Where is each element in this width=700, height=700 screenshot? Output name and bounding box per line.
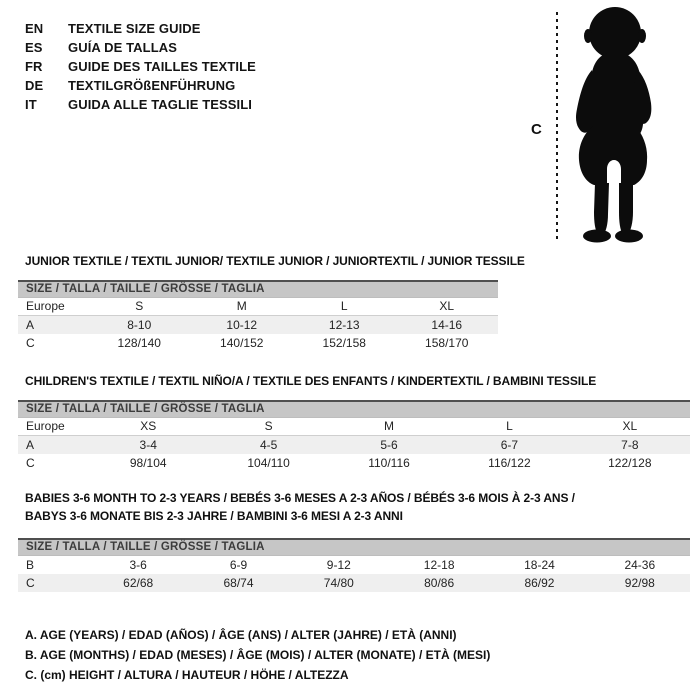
table-cell: L bbox=[506, 419, 513, 433]
language-row bbox=[25, 95, 256, 114]
table-cell: 3-6 bbox=[129, 558, 147, 572]
table-cell: 110/116 bbox=[368, 456, 410, 470]
table-cell: 9-12 bbox=[326, 558, 351, 572]
table-cell: 140/152 bbox=[220, 336, 264, 350]
table-cell: 12-13 bbox=[328, 318, 360, 332]
toddler-silhouette-shape bbox=[576, 7, 651, 243]
language-label: TEXTILGRÖßENFÜHRUNG bbox=[68, 78, 236, 93]
section-title-line: BABYS 3-6 MONATE BIS 2-3 JAHRE / BAMBINI 3-6 MESI A 2-3 ANNI bbox=[25, 509, 403, 523]
table-cell: S bbox=[264, 419, 273, 433]
table-cell: M bbox=[384, 419, 395, 433]
table-cell: 12-18 bbox=[423, 558, 455, 572]
table-row bbox=[18, 454, 690, 472]
table-row bbox=[18, 316, 498, 334]
table-cell: S bbox=[135, 299, 144, 313]
row-label: C bbox=[26, 456, 35, 470]
size-header-bar: SIZE / TALLA / TAILLE / GRÖSSE / TAGLIA bbox=[18, 538, 690, 556]
row-label: Europe bbox=[26, 419, 65, 433]
table-cell: XL bbox=[439, 299, 455, 313]
row-label: C bbox=[26, 336, 35, 350]
table-cell: 80/86 bbox=[424, 576, 455, 590]
childrens-textile-table bbox=[18, 400, 690, 472]
table-cell: L bbox=[340, 299, 348, 313]
table-row bbox=[18, 556, 690, 574]
language-row bbox=[25, 38, 256, 57]
language-list bbox=[25, 19, 256, 114]
babies-textile-title bbox=[25, 489, 575, 525]
babies-textile-table bbox=[18, 538, 690, 592]
table-cell: 14-16 bbox=[431, 318, 463, 332]
row-label: C bbox=[26, 576, 35, 590]
language-label: GUIDE DES TAILLES TEXTILE bbox=[68, 59, 256, 74]
size-header-bar: SIZE / TALLA / TAILLE / GRÖSSE / TAGLIA bbox=[18, 400, 690, 418]
table-cell: 158/170 bbox=[425, 336, 469, 350]
table-cell: 18-24 bbox=[524, 558, 555, 572]
table-cell: 152/158 bbox=[322, 336, 366, 350]
junior-textile-title bbox=[25, 252, 525, 270]
language-label: GUÍA DE TALLAS bbox=[68, 40, 178, 55]
table-cell: 98/104 bbox=[129, 456, 167, 470]
junior-textile-table bbox=[18, 280, 498, 352]
table-row bbox=[18, 574, 690, 592]
height-measure-dotted-line bbox=[556, 12, 558, 243]
table-cell: 122/128 bbox=[608, 456, 652, 470]
table-cell: 6-9 bbox=[229, 558, 248, 572]
row-label: B bbox=[26, 558, 35, 572]
table-cell: XL bbox=[622, 419, 638, 433]
table-cell: 6-7 bbox=[500, 438, 519, 452]
table-cell: 68/74 bbox=[223, 576, 254, 590]
table-cell: 128/140 bbox=[117, 336, 161, 350]
table-cell: 74/80 bbox=[323, 576, 354, 590]
language-row bbox=[25, 76, 256, 95]
table-row bbox=[18, 298, 498, 316]
table-cell: 8-10 bbox=[127, 318, 152, 332]
table-cell: 116/122 bbox=[488, 456, 531, 470]
childrens-textile-title bbox=[25, 372, 596, 390]
table-row bbox=[18, 418, 690, 436]
height-measure-label: C bbox=[531, 121, 542, 138]
section-title-line: JUNIOR TEXTILE / TEXTIL JUNIOR/ TEXTILE JUNIOR / JUNIORTEXTIL / JUNIOR TESSILE bbox=[25, 254, 525, 268]
table-row bbox=[18, 334, 498, 352]
language-code: DE bbox=[25, 78, 44, 93]
footnote-age-months: B. AGE (MONTHS) / EDAD (MESES) / ÂGE (MOIS) / ALTER (MONATE) / ETÀ (MESI) bbox=[25, 648, 491, 662]
table-cell: 62/68 bbox=[123, 576, 154, 590]
table-cell: 5-6 bbox=[380, 438, 398, 452]
language-row bbox=[25, 57, 256, 76]
row-label: A bbox=[26, 438, 35, 452]
table-cell: 86/92 bbox=[524, 576, 555, 590]
footnotes bbox=[25, 625, 490, 685]
table-cell: 4-5 bbox=[259, 438, 278, 452]
language-code: EN bbox=[25, 21, 44, 36]
row-label: A bbox=[26, 318, 35, 332]
section-title-line: BABIES 3-6 MONTH TO 2-3 YEARS / BEBÉS 3-6 MESES A 2-3 AÑOS / BÉBÉS 3-6 MOIS À 2-3 ANS / bbox=[25, 491, 575, 505]
language-code: FR bbox=[25, 59, 43, 74]
footnote-height-cm: C. (cm) HEIGHT / ALTURA / HAUTEUR / HÖHE / ALTEZZA bbox=[25, 668, 349, 682]
row-label: Europe bbox=[26, 299, 65, 313]
language-label: GUIDA ALLE TAGLIE TESSILI bbox=[68, 97, 253, 112]
table-cell: 104/110 bbox=[247, 456, 290, 470]
language-code: ES bbox=[25, 40, 43, 55]
table-cell: 10-12 bbox=[226, 318, 258, 332]
language-label: TEXTILE SIZE GUIDE bbox=[68, 21, 201, 36]
section-title-line: CHILDREN'S TEXTILE / TEXTIL NIÑO/A / TEXTILE DES ENFANTS / KINDERTEXTIL / BAMBINI TESSILE bbox=[25, 374, 597, 388]
table-cell: XS bbox=[140, 419, 157, 433]
language-row bbox=[25, 19, 256, 38]
table-cell: 3-4 bbox=[139, 438, 157, 452]
table-cell: 7-8 bbox=[621, 438, 639, 452]
table-row bbox=[18, 436, 690, 454]
table-cell: M bbox=[236, 299, 247, 313]
footnote-age-years: A. AGE (YEARS) / EDAD (AÑOS) / ÂGE (ANS) / ALTER (JAHRE) / ETÀ (ANNI) bbox=[25, 628, 457, 642]
language-code: IT bbox=[25, 97, 37, 112]
table-cell: 24-36 bbox=[624, 558, 656, 572]
table-cell: 92/98 bbox=[624, 576, 655, 590]
toddler-silhouette-icon bbox=[561, 6, 665, 244]
size-header-bar: SIZE / TALLA / TAILLE / GRÖSSE / TAGLIA bbox=[18, 280, 498, 298]
